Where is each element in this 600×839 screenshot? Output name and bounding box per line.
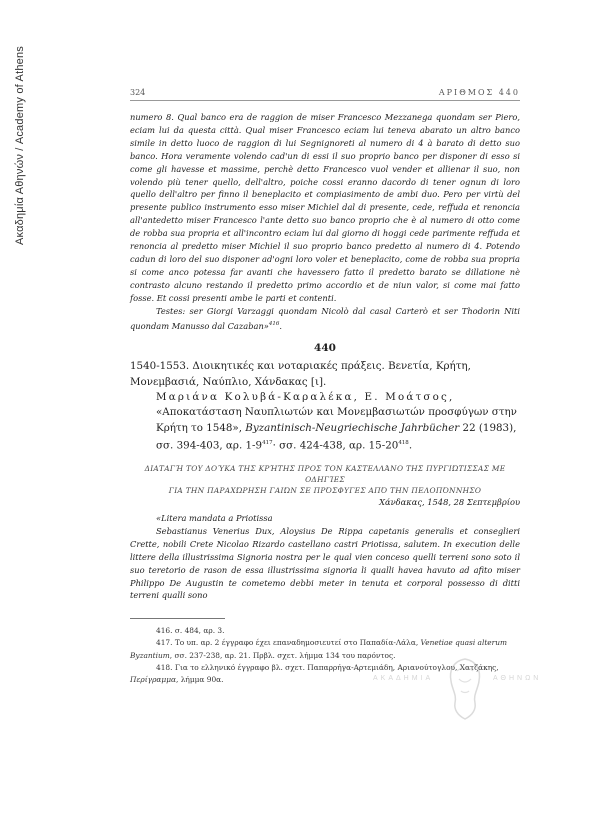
footnote-number: 417. (156, 638, 173, 648)
document-summary (130, 463, 520, 496)
athena-head-icon (445, 657, 485, 721)
footnote-ref-416[interactable]: 416 (268, 320, 280, 327)
footnote-text: Το υπ. αρ. 2 έγγραφο έχει επαναδημοσιευτεί στο Παπαδία-Λάλα, (174, 638, 419, 648)
witnesses-text: Testes: ser Giorgi Varzaggi quondam Nicolò dal casal Carterò et ser Thodorin Niti quondam Manusso dal Cazaban» (130, 305, 520, 331)
page-number: 324 (130, 88, 146, 97)
document-text-title: «Litera mandata a Priotissa (156, 513, 273, 524)
footnote-number: 416. (156, 626, 173, 636)
footnote-italic-title: Venetiae quasi alterum Byzantium (130, 638, 507, 660)
bibliography-title: «Αποκατάσταση Ναυπλιωτών και Μονεμβασιωτών προσφύγων στην Κρήτη το 1548», (156, 406, 517, 434)
bibliography-pages-a: 22 (1983), σσ. 394-403, αρ. 1-9 (156, 421, 517, 452)
summary-line-1: ΔΙΑΤΑΓΉ ΤΟΥ ΔΟΎΚΑ ΤΗΣ ΚΡΉΤΗΣ ΠΡΟΣ ΤΟΝ ΚΑΣΤΕΛΛΆΝΟ ΤΗΣ ΠΥΡΓΙΏΤΙΣΣΑΣ ΜΕ ΟΔΗΓΊΕΣ (144, 464, 506, 485)
footnote-number: 418. (156, 662, 173, 672)
document-heading (130, 359, 520, 454)
footnote-tail: , σσ. 237-238, αρ. 21. Πρβλ. σχετ. λήμμα 134 του παρόντος. (169, 650, 396, 660)
footnote-text: Για το ελληνικό έγγραφο βλ. σχετ. Παπαρρήγα-Αρτεμιάδη, Αριανούτογλου, Χατζάκης, (174, 662, 499, 672)
academy-watermark-logo (365, 655, 565, 755)
footnote-divider (130, 618, 225, 619)
logo-left-word: ΑΚΑΔΗΜΙΑ (373, 675, 434, 682)
document-body (130, 512, 520, 602)
book-page (130, 88, 520, 686)
continued-document-text (130, 111, 520, 332)
bibliography-end: . (408, 439, 413, 452)
document-date-range: 1540-1553. Διοικητικές και νοταριακές πράξεις. Βενετία, Κρήτη, Μονεμβασιά, Ναύπλιο, Χάνδακας [ι]. (130, 360, 471, 388)
bibliography-authors: Μαριάνα Κολυβά-Καραλέκα, Ε. Μοάτσος, (156, 390, 455, 403)
witnesses-line: Testes: ser Giorgi Varzaggi quondam Nicolò dal casal Carterò et ser Thodorin Niti quondam Manusso dal Cazaban»$^{416}$. (130, 305, 520, 331)
footnote-text: σ. 484, αρ. 3. (174, 626, 225, 636)
continued-paragraph: numero 8. Qual banco era de raggion de miser Francesco Mezzanega quondam ser Piero, eciam lui da questa città. Qual miser Francesco eciam lui teneva abarato un altro banco simile in detto luoco de raggion di lui Segnignoreti al numero di 4 à barato di detto suo banco. Hora veramente volendo cad'un di essi il suo proprio banco per disponer di esso si come gli havesse et massime, perchè detto Francesco vuol vender et allienar il suo, non volendo più tener quello, dell'altro, poiche cossi eranno dacordo di tener ognun di loro quello dell'altro per finno il beneplacito et compiasimento de ambi duo. Pero per virtù del presente publico instrumento esso miser Michiel dal di presente, cede, reffuda et renoncia all'antedetto miser Francesco l'ante detto suo banco proprio che è al numero di otto come de robba sua propria et all'incontro eciam lui dal giorno di hoggi cede parimente reffuda et renoncia al predetto miser Michiel il suo proprio banco predetto al numero di 4. Potendo cadun di loro del suo disponer ad'ogni loro voler et beneplacito, come de robba sua propria si come anco potessa far avanti che havessero fatto il predetto barato se dillatione nè contrasto alcuno restando il predetto primo accordio et de niun valor, si come mai fatto fosse. Et cossi presenti ambe le parti et contenti. (130, 112, 520, 303)
bibliography-entry (130, 390, 520, 454)
running-head-title: ΑΡΙΘΜΟΣ 440 (438, 88, 520, 97)
bibliography-pages-b: · σσ. 424-438, αρ. 15-20 (272, 439, 399, 452)
side-watermark-label: Ακαδημία Αθηνών / Academy of Athens (14, 45, 26, 245)
footnote-tail: , λήμμα 90α. (176, 674, 224, 684)
running-head (130, 88, 520, 101)
bibliography-journal: Byzantinisch-Neugriechische Jahrbücher (245, 421, 460, 434)
document-text-body: Sebastianus Venerius Dux, Aloysius De Rippa capetanis generalis et conseglieri Crette, nobili Crete Nicolao Rizardo castellano castri Priotissa, salutem. In execution delle littere della illustrissima Signoria nostra per le qual vien conceso quelli terreni sono soto il suo teretorio de rason de essa illustrissima signoria li qualli havea havuto ad afito miser Philippo De Augustin te cometemo debbi meter in tenuta et corporal possesso di ditti terreni qualli sono (130, 525, 520, 601)
summary-line-2: ΓΙΑ ΤΗΝ ΠΑΡΑΧΏΡΗΣΗ ΓΑΙΏΝ ΣΕ ΠΡΌΣΦΥΓΕΣ ΑΠΌ ΤΗΝ ΠΕΛΟΠΌΝΝΗΣΟ (168, 486, 482, 496)
footnote-italic-title: Περίγραμμα (130, 674, 177, 684)
place-date: Χάνδακας, 1548, 28 Σεπτεμβρίου (379, 497, 520, 508)
footnote-ref-418[interactable]: 418 (398, 440, 409, 447)
footnote-416 (130, 625, 520, 637)
footnote-ref-417[interactable]: 417 (262, 440, 273, 447)
logo-right-word: ΑΘΗΝΩΝ (493, 675, 542, 682)
document-number: 440 (314, 342, 336, 355)
